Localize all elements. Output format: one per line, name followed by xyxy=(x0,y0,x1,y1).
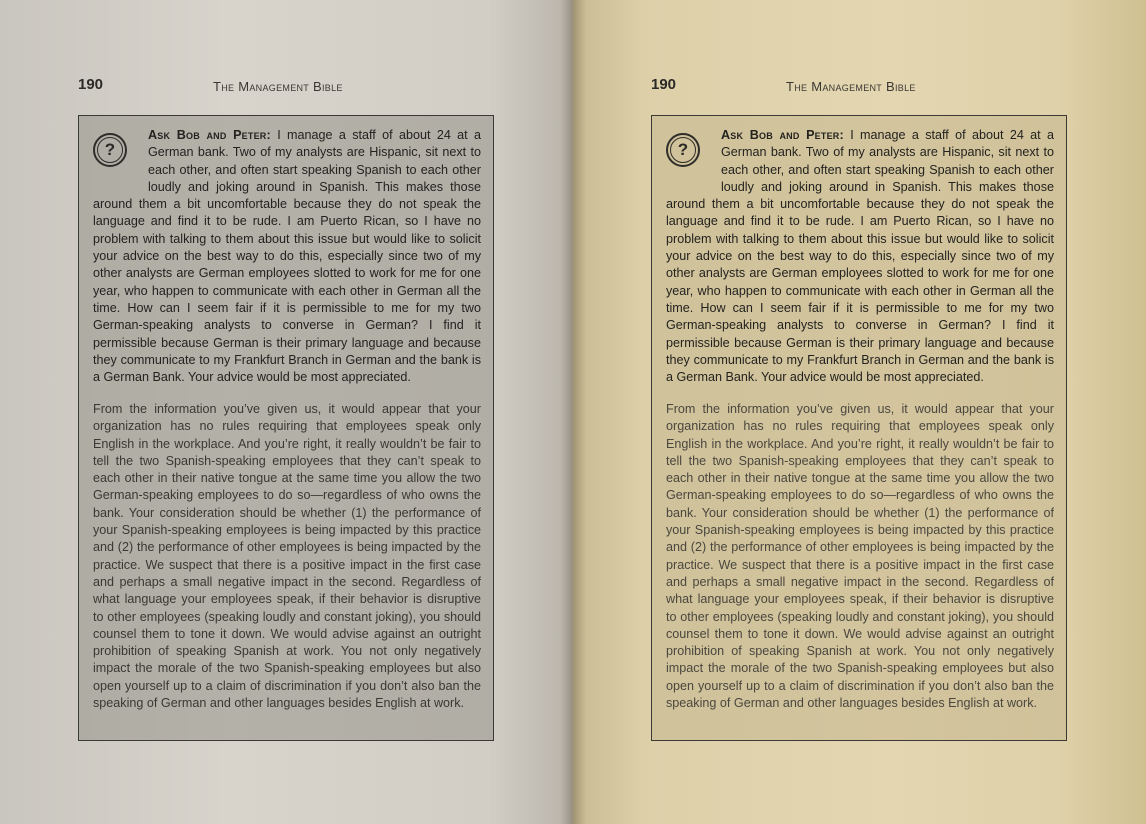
page-number: 190 xyxy=(651,76,677,93)
answer-text: From the information you’ve given us, it would appear that your organization has no rules requiring that employees speak only English in the workplace. And you’re right, it really wouldn’t be fair to tell the two Spanish-speaking employees that they can’t speak to each other in their native tongue at the same time you allow the two German-speaking employees to do so—regardless of who owns the bank. Your consideration should be whether (1) the performance of your Spanish-speaking employees is being impacted by this practice and (2) the performance of other employees is being impacted by the practice. We suspect that there is a positive impact in the first case and perhaps a small negative impact in the second. Regardless of what language your employees speak, if their behavior is disruptive to other employees (speaking loudly and constant joking), you should counsel them to tone it down. We would advise against an outright prohibition of speaking Spanish at work. You not only negatively impact the morale of the two Spanish-speaking employees but also open yourself up to a claim of discrimination if you don’t also ban the speaking of German and other languages besides English at work. xyxy=(93,402,481,711)
reader-question xyxy=(93,127,481,386)
question-text: I manage a staff of about 24 at a German bank. Two of my analysts are Hispanic, sit next to each other, and often start speaking Spanish to each other loudly and joking around in Spanish. This makes those around them a bit uncomfortable because they do not speak the language and find it to be rude. I am Puerto Rican, so I have no problem with talking to them about this issue but would like to solicit your advice on the best way to do this, especially since two of my other analysts are German employees slotted to work for me for one year, who happen to communicate with each other in German all the time. How can I seem fair if it is permissible to me for my two German-speaking analysts to converse in German? I find it permissible because German is their primary language and because they communicate to my Frankfurt Branch in German and the bank is a German Bank. Your advice would be most appreciated. xyxy=(666,128,1054,385)
right-page xyxy=(573,0,1146,824)
answer-text: From the information you’ve given us, it would appear that your organization has no rules requiring that employees speak only English in the workplace. And you’re right, it really wouldn’t be fair to tell the two Spanish-speaking employees that they can’t speak to each other in their native tongue at the same time you allow the two German-speaking employees to do so—regardless of who owns the bank. Your consideration should be whether (1) the performance of your Spanish-speaking employees is being impacted by this practice and (2) the performance of other employees is being impacted by the practice. We suspect that there is a positive impact in the first case and perhaps a small negative impact in the second. Regardless of what language your employees speak, if their behavior is disruptive to other employees (speaking loudly and constant joking), you should counsel them to tone it down. We would advise against an outright prohibition of speaking Spanish at work. You not only negatively impact the morale of the two Spanish-speaking employees but also open yourself up to a claim of discrimination if you don’t also ban the speaking of German and other languages besides English at work. xyxy=(666,402,1054,711)
sidebar-box xyxy=(78,115,494,741)
question-label: Ask Bob and Peter: xyxy=(721,128,844,142)
page-number: 190 xyxy=(78,76,104,93)
book-gutter-shadow xyxy=(560,0,586,824)
sidebar-box xyxy=(651,115,1067,741)
running-head: The Management Bible xyxy=(786,79,916,94)
question-mark-glyph: ? xyxy=(677,140,689,159)
question-mark-glyph: ? xyxy=(104,140,116,159)
question-label: Ask Bob and Peter: xyxy=(148,128,271,142)
running-head: The Management Bible xyxy=(213,79,343,94)
question-text: I manage a staff of about 24 at a German bank. Two of my analysts are Hispanic, sit next to each other, and often start speaking Spanish to each other loudly and joking around in Spanish. This makes those around them a bit uncomfortable because they do not speak the language and find it to be rude. I am Puerto Rican, so I have no problem with talking to them about this issue but would like to solicit your advice on the best way to do this, especially since two of my other analysts are German employees slotted to work for me for one year, who happen to communicate with each other in German all the time. How can I seem fair if it is permissible to me for my two German-speaking analysts to converse in German? I find it permissible because German is their primary language and because they communicate to my Frankfurt Branch in German and the bank is a German Bank. Your advice would be most appreciated. xyxy=(93,128,481,385)
reader-question xyxy=(666,127,1054,386)
